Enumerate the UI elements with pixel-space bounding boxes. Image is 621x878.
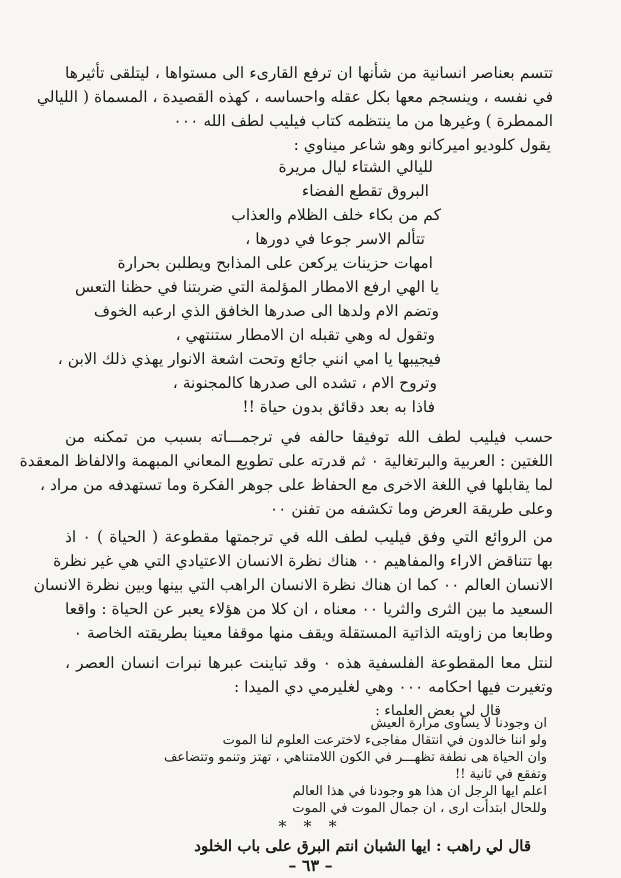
- paragraph-life-line: من الروائع التي وفق فيليب لطف الله في ترجمتها مقطوعة ( الحياة ) ٠ اذ: [65, 528, 553, 546]
- paragraph-excerpt-line: لنتل معا المقطوعة الفلسفية هذه ٠ وقد تباينت عبرها نبرات انسان العصر ،: [65, 654, 553, 672]
- verse-line: اعلم ايها الرجل ان هذا هو وجودنا في هذا العالم: [292, 784, 547, 799]
- poem-line: فيجيبها يا امي انني جائع وتحت اشعة الانوار يهذي ذلك الابن ،: [57, 350, 441, 368]
- poem-line: وتضم الام ولدها الى صدرها الخافق الذي ارعبه الخوف: [93, 302, 439, 320]
- verse-line: وتفقع في ثانية !!: [455, 767, 547, 782]
- paragraph-life-line: السعيد ما بين الثرى والثريا ٠٠ معناه ، ان كلا من هؤلاء يعبر عن الحياة : واقعا: [65, 600, 553, 618]
- poem-line: وتقول له وهي تقبله ان الامطار ستنتهي ،: [175, 326, 435, 344]
- poem-line: كم من بكاء خلف الظلام والعذاب: [231, 206, 441, 224]
- paragraph-translation-line: اللغتين : العربية والبرتغالية ٠ ثم قدرته على تطويع المعاني المبهمة والالفاظ المعقدة: [19, 452, 553, 470]
- paragraph-life-line: وطابعا من زاويته الذاتية المستقلة ويقف منها موقفا معينا بطريقته الخاصة ٠: [73, 624, 553, 642]
- verse-line: قال لي بعض العلماء :: [375, 703, 501, 719]
- verse-line: وللحال ابتدأت ارى ، ان جمال الموت في الموت: [292, 801, 547, 816]
- paragraph-translation-line: وعلى طريقة العرض وما تكشفه من تفنن ٠٠: [269, 500, 553, 518]
- verse-line: ان وجودنا لا يساوى مرارة العيش: [370, 716, 547, 731]
- paragraph-life-line: بها تتناقض الاراء والمفاهيم ٠٠ هناك نظرة الانسان الاعتيادي التي هي غير نظرة: [53, 552, 553, 570]
- paragraph-intro-line: الممطرة ) وغيرها من ما ينتظمه كتاب فيليب لطف الله ٠٠٠: [173, 112, 553, 130]
- paragraph-excerpt-line: وتغيرت فيها احكامه ٠٠٠ وهي لغليرمي دي الميدا :: [234, 678, 553, 696]
- poem-line: وتروح الام ، تشده الى صدرها كالمجنونة ،: [172, 374, 437, 392]
- poem-line: لليالي الشتاء ليال مريرة: [278, 158, 433, 176]
- paragraph-intro-line: تتسم بعناصر انسانية من شأنها ان ترفع القارىء الى مستواها ، ليتلقى تأثيرها: [65, 64, 553, 82]
- poem-line: يا الهي ارفع الامطار المؤلمة التي ضربتنا في حظنا التعس: [75, 278, 439, 296]
- separator: * * *: [278, 817, 343, 836]
- poem-line: فاذا به بعد دقائق بدون حياة !!: [242, 398, 435, 416]
- poem-line: امهات حزينات يركعن على المذابح ويطلبن بحرارة: [117, 254, 433, 272]
- poem-line: تتألم الاسر جوعا في دورها ،: [245, 230, 425, 248]
- closing-line: قال لي راهب : ايها الشبان انتم البرق على باب الخلود: [194, 837, 531, 855]
- verse-line: ولو اننا خالدون في انتقال مفاجىء لاخترعت العلوم لنا الموت: [222, 733, 547, 748]
- poem-line: البروق تقطع الفضاء: [301, 182, 429, 200]
- poem-intro: يقول كلوديو اميركانو وهو شاعر ميناوي :: [293, 136, 551, 154]
- paragraph-translation-line: حسب فيليب لطف الله توفيقا حالفه في ترجمـــاته بسبب من تمكنه من: [65, 428, 553, 446]
- paragraph-life-line: الانسان العالم ٠٠ كما ان هناك نظرة الانسان الراهب التي بينها وبين نظرة الانسان: [33, 576, 553, 594]
- verse-line: وان الحياة هى نطفة تظهـــر في الكون اللامتناهي ، تهتز وتنمو وتتضاعف: [163, 750, 547, 765]
- paragraph-translation-line: لما يقابلها في اللغة الاخرى مع الحفاظ على جوهر الفكرة وما تستهدفه من مراد ،: [40, 476, 553, 494]
- paragraph-intro-line: في نفسه ، وينسجم معها بكل عقله واحساسه ، كهذه القصيدة ، المسماة ( الليالي: [36, 88, 553, 106]
- page-number: – ٦٣ –: [288, 856, 333, 875]
